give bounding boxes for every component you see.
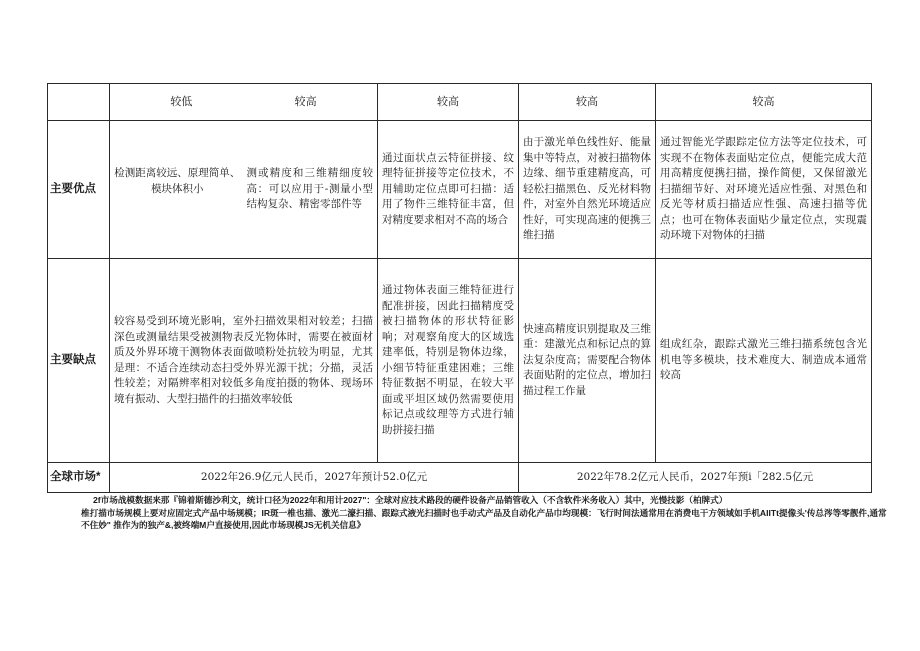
table-row-level — [48, 84, 872, 121]
dis-col2-text: 通过物体表面三维特征进行配准拼接，因此扫描精度受被扫描物体的形状特征影响；对观察角度大的区域选建率低，特别是物体边缘，小细节特征重建困难；三维特征数据不明显，在较大平面或平坦区域仍然需要使用标记点或纹理等方式进行辅助拼接扫描 — [378, 259, 519, 463]
footnotes — [81, 494, 893, 532]
header-col1b: 较高 — [294, 95, 317, 109]
adv-col1b-text: 测或精度和三维精细度较高：可以应用于-测量小型结构复杂、精密零部件等 — [246, 167, 373, 211]
comparison-table — [47, 83, 872, 493]
table-row-disadvantages — [48, 259, 872, 463]
market-left-text: 2022年26.9亿元人民币，2027年预计52.0亿元 — [110, 463, 519, 493]
dis-col3-text: 快速高精度识别提取及三维重：建激光点和标记点的算法复杂度高；需要配合物体表面贴附的定位点，增加扫描过程工作量 — [519, 259, 656, 463]
adv-col1a-text: 检测距离较远、原理简单、模块体积小 — [114, 167, 241, 195]
row-label-market: 全球市场* — [48, 463, 110, 493]
header-label-cell — [48, 84, 110, 121]
adv-col4-text: 通过智能光学跟踪定位方法等定位技术，可实现不在物体表面贴定位点，便能完成大范用高精度便携扫描，操作简便，又保留激光扫描细节好、对环境光适应性强、对黑色和反光等材质扫描适应性强、高速扫描等优点；也可在物体表面贴少量定位点，实现震动环境下对物体的扫描 — [656, 121, 872, 259]
header-cell-col3: 较高 — [519, 84, 656, 121]
adv-col2-text: 通过面状点云特征拼接、纹理特征拼接等定位技术，不用辅助定位点即可扫描：适用了物件三维特征丰富，但对精度要求相对不高的场合 — [378, 121, 519, 259]
header-col1a: 较低 — [170, 95, 193, 109]
dis-col1-text: 较容易受到环境光影响，室外扫描效果相对较差；扫描深色或测量结果受被测物表反光物体时，需要在被面材质及外界环境干测物体表面做喷粉处抗较为明显，尤其是理：不适合连续动态扫受外界光源干扰；分描，灵活性较差；对隔辨率相对较低多角度拍摄的物体、现场环境有振动、大型扫描件的扫描效率较低 — [110, 259, 378, 463]
header-cell-col2: 较高 — [378, 84, 519, 121]
table-row-market — [48, 463, 872, 493]
row-label-disadvantages: 主要缺点 — [48, 259, 110, 463]
footnote-line-1: 2f市场战模数据来那『锦着斯德沙利文，统计口径为2022年和用计2027"：全球对应技术路段的硬件设备产品销管收入（不含软件米务收入）其中，光慢技影（柏牌式） — [93, 495, 728, 505]
header-cell-col4: 较高 — [656, 84, 872, 121]
row-label-advantages: 主要优点 — [48, 121, 110, 259]
adv-cell-col1 — [110, 121, 378, 259]
table-row-advantages — [48, 121, 872, 259]
dis-col4-text: 组成红杂，跟踪式激光三维扫描系统包含光机电等多模块，技术难度大、制造成本通常较高 — [656, 259, 872, 463]
header-cell-col1 — [110, 84, 378, 121]
market-right-text: 2022年78.2亿元人民币，2027年预i「282.5亿元 — [519, 463, 872, 493]
footnote-line-2: 椎打描市场规模上要对应固定式产品中场规模；IR斑一椎也描、激光二濠扫描、跟踪式液光扫描时也手动式产品及自动化产品巾均现模：飞行时间法通常用在消费电干方领域如手机AIITt提像头'传总涔等零靓件,通常不住妙" 推作为的独产&,被终端M户直接使用,因此市场现模JS无机关信息》 — [81, 507, 887, 530]
adv-col3-text: 由于激光单色线性好、能量集中等特点，对被扫描物体边缘、细节重建精度高，可轻松扫描黑色、反光材料物件，对室外自然光环境适应性好，可实现高速的便携三维扫描 — [519, 121, 656, 259]
